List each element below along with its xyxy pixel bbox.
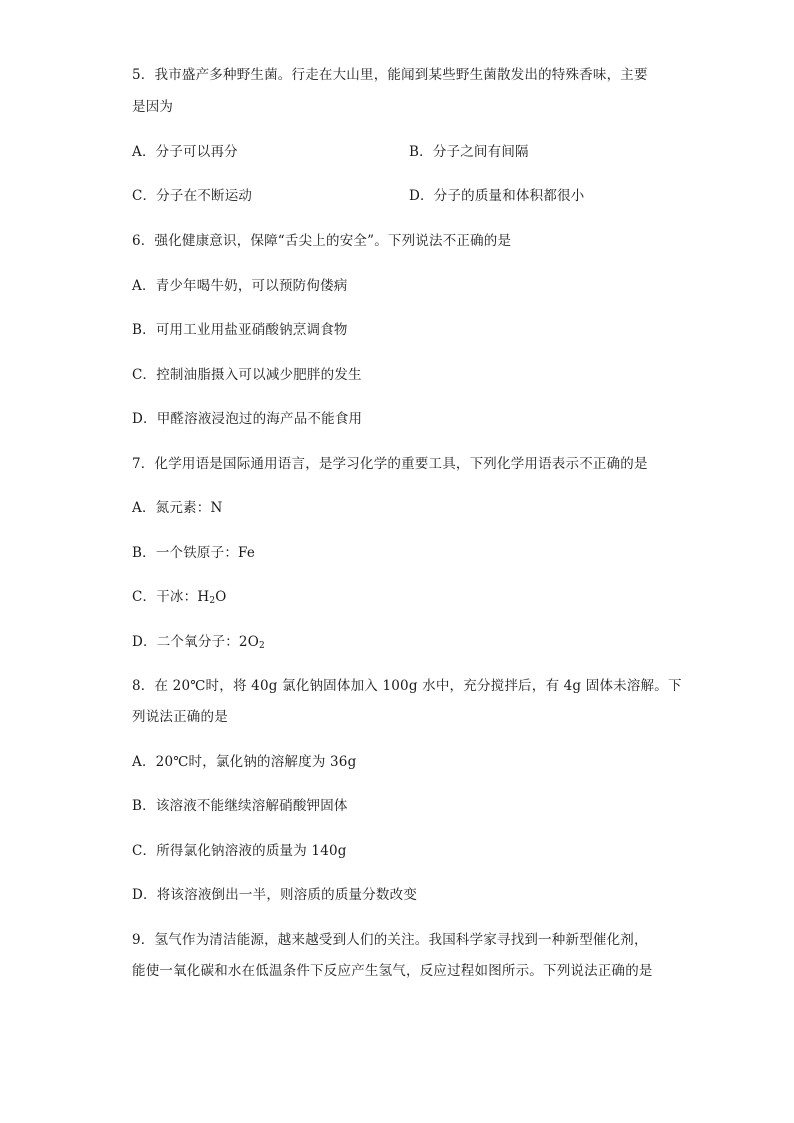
q6-option-a: A．青少年喝牛奶，可以预防佝偻病	[132, 278, 348, 294]
q5-option-c: C．分子在不断运动	[132, 188, 253, 204]
q7-option-c-suffix: O	[215, 589, 227, 605]
q7-option-c-prefix: C．干冰：H	[132, 589, 210, 605]
q7-option-d-subscript: 2	[258, 641, 265, 651]
q6-stem-line1: 6．强化健康意识，保障“舌尖上的安全”。下列说法不正确的是	[132, 233, 512, 249]
q8-stem-line2: 列说法正确的是	[132, 709, 228, 725]
q7-option-c	[132, 588, 227, 606]
q5-stem-line1: 5．我市盛产多种野生菌。行走在大山里，能闻到某些野生菌散发出的特殊香味，主要	[132, 67, 648, 83]
q8-stem-line1: 8．在 20℃时，将 40g 氯化钠固体加入 100g 水中，充分搅拌后，有 4g 固体未溶解。下	[132, 678, 682, 694]
q8-option-a: A．20℃时，氯化钠的溶解度为 36g	[132, 754, 357, 770]
q7-option-c-subscript: 2	[209, 596, 216, 606]
q5-option-a: A．分子可以再分	[132, 144, 238, 160]
q6-option-b: B．可用工业用盐亚硝酸钠烹调食物	[132, 322, 348, 338]
q8-option-b: B．该溶液不能继续溶解硝酸钾固体	[132, 798, 348, 814]
q6-option-c: C．控制油脂摄入可以减少肥胖的发生	[132, 367, 362, 383]
q5-option-d: D．分子的质量和体积都很小	[409, 188, 585, 204]
q7-option-a: A．氮元素：N	[132, 500, 223, 516]
q8-option-c: C．所得氯化钠溶液的质量为 140g	[132, 843, 347, 859]
q6-option-d: D．甲醛溶液浸泡过的海产品不能食用	[132, 411, 363, 427]
q8-option-d: D．将该溶液倒出一半，则溶质的质量分数改变	[132, 887, 418, 903]
q9-stem-line2: 能使一氧化碳和水在低温条件下反应产生氢气，反应过程如图所示。下列说法正确的是	[132, 963, 653, 979]
q9-stem-line1: 9．氢气作为清洁能源，越来越受到人们的关注。我国科学家寻找到一种新型催化剂，	[132, 932, 648, 948]
q7-option-d-prefix: D．二个氧分子：2O	[132, 634, 259, 650]
q5-stem-line2: 是因为	[132, 99, 174, 115]
q7-option-d	[132, 633, 265, 651]
q7-stem-line1: 7．化学用语是国际通用语言，是学习化学的重要工具，下列化学用语表示不正确的是	[132, 456, 648, 472]
q5-option-b: B．分子之间有间隔	[409, 144, 529, 160]
q7-option-b: B．一个铁原子：Fe	[132, 545, 256, 561]
